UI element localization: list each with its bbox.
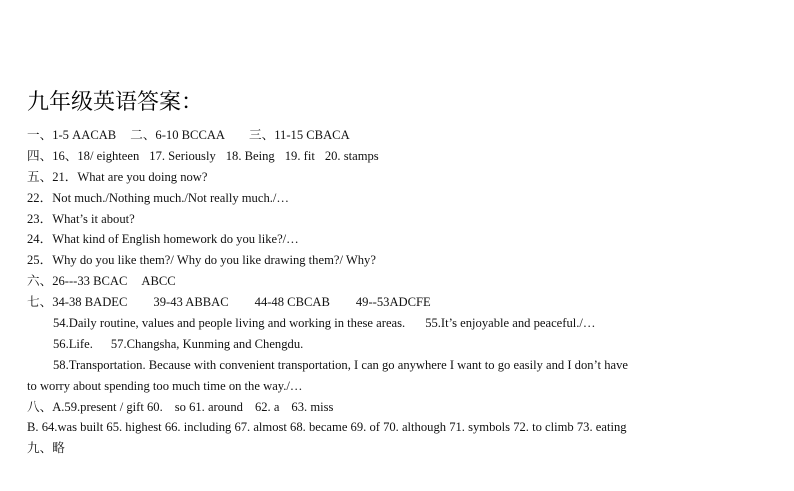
answer-segment: 22．Not much./Nothing much./Not really much./… <box>27 190 289 205</box>
answer-line-2 <box>27 146 787 167</box>
answer-segment: 五、21．What are you doing now? <box>27 169 208 184</box>
answer-segment: 44-48 CBCAB <box>254 295 330 310</box>
answer-segment: 二、6-10 BCCAA <box>130 128 226 142</box>
answer-segment: 54.Daily routine, values and people living and working in these areas. <box>53 316 406 331</box>
answer-line-7 <box>27 250 787 271</box>
answer-segment: 23．What’s it about? <box>27 211 135 226</box>
answer-segment: 56.Life. <box>53 336 93 351</box>
answer-line-8 <box>27 271 787 292</box>
answer-line-11 <box>27 334 787 355</box>
answer-segment: 55.It’s enjoyable and peaceful./… <box>425 316 596 331</box>
answer-segment: 八、A.59.present / gift 60. <box>27 399 163 414</box>
answer-segment: 63. miss <box>291 399 334 414</box>
answer-line-9 <box>27 292 787 313</box>
answer-line-4 <box>27 188 787 209</box>
answer-line-10 <box>27 313 787 334</box>
answer-segment: 四、16、18/ eighteen <box>27 148 140 163</box>
answer-line-5 <box>27 209 787 230</box>
answer-segment: B. 64.was built 65. highest 66. including 67. almost 68. became 69. of 70. although 71. symbols 72. to climb 73. eating <box>27 420 627 435</box>
answer-segment: to worry about spending too much time on the way./… <box>27 378 303 393</box>
answer-segment: 18. Being <box>225 148 275 163</box>
answer-segment: 62. a <box>254 399 280 414</box>
answer-segment: 三、11-15 CBACA <box>249 128 350 142</box>
answer-segment: so 61. around <box>174 399 243 414</box>
answer-segment: 20. stamps <box>324 148 379 163</box>
answer-line-15 <box>27 417 787 438</box>
answer-line-1 <box>27 125 787 146</box>
answer-segment: 24．What kind of English homework do you like?/… <box>27 232 299 247</box>
answer-line-3 <box>27 167 787 188</box>
answer-segment: 39-43 ABBAC <box>153 295 229 310</box>
answer-segment: 一、1-5 AACAB <box>27 128 117 142</box>
answer-segment: 57.Changsha, Kunming and Chengdu. <box>110 336 304 351</box>
answer-segment: 25．Why do you like them?/ Why do you like drawing them?/ Why? <box>27 253 376 268</box>
answer-segment: 七、34-38 BADEC <box>27 295 128 310</box>
answer-line-6 <box>27 229 787 250</box>
answer-segment: 19. fit <box>284 148 315 163</box>
answer-segment: 58.Transportation. Because with convenient transportation, I can go anywhere I want to go easily and I don’t have <box>53 357 628 372</box>
answer-line-13 <box>27 376 787 397</box>
answer-segment: 六、26---33 BCAC <box>27 274 128 289</box>
answer-segment: ABCC <box>141 274 176 289</box>
answer-segment: 17. Seriously <box>149 148 216 163</box>
answer-line-14 <box>27 397 787 418</box>
answer-lines <box>27 125 787 459</box>
answer-line-16 <box>27 438 787 459</box>
answer-segment: 九、略 <box>27 441 65 456</box>
answer-segment: 49--53ADCFE <box>355 295 431 310</box>
page-title: 九年级英语答案： <box>27 90 204 115</box>
answer-line-12 <box>27 355 787 376</box>
